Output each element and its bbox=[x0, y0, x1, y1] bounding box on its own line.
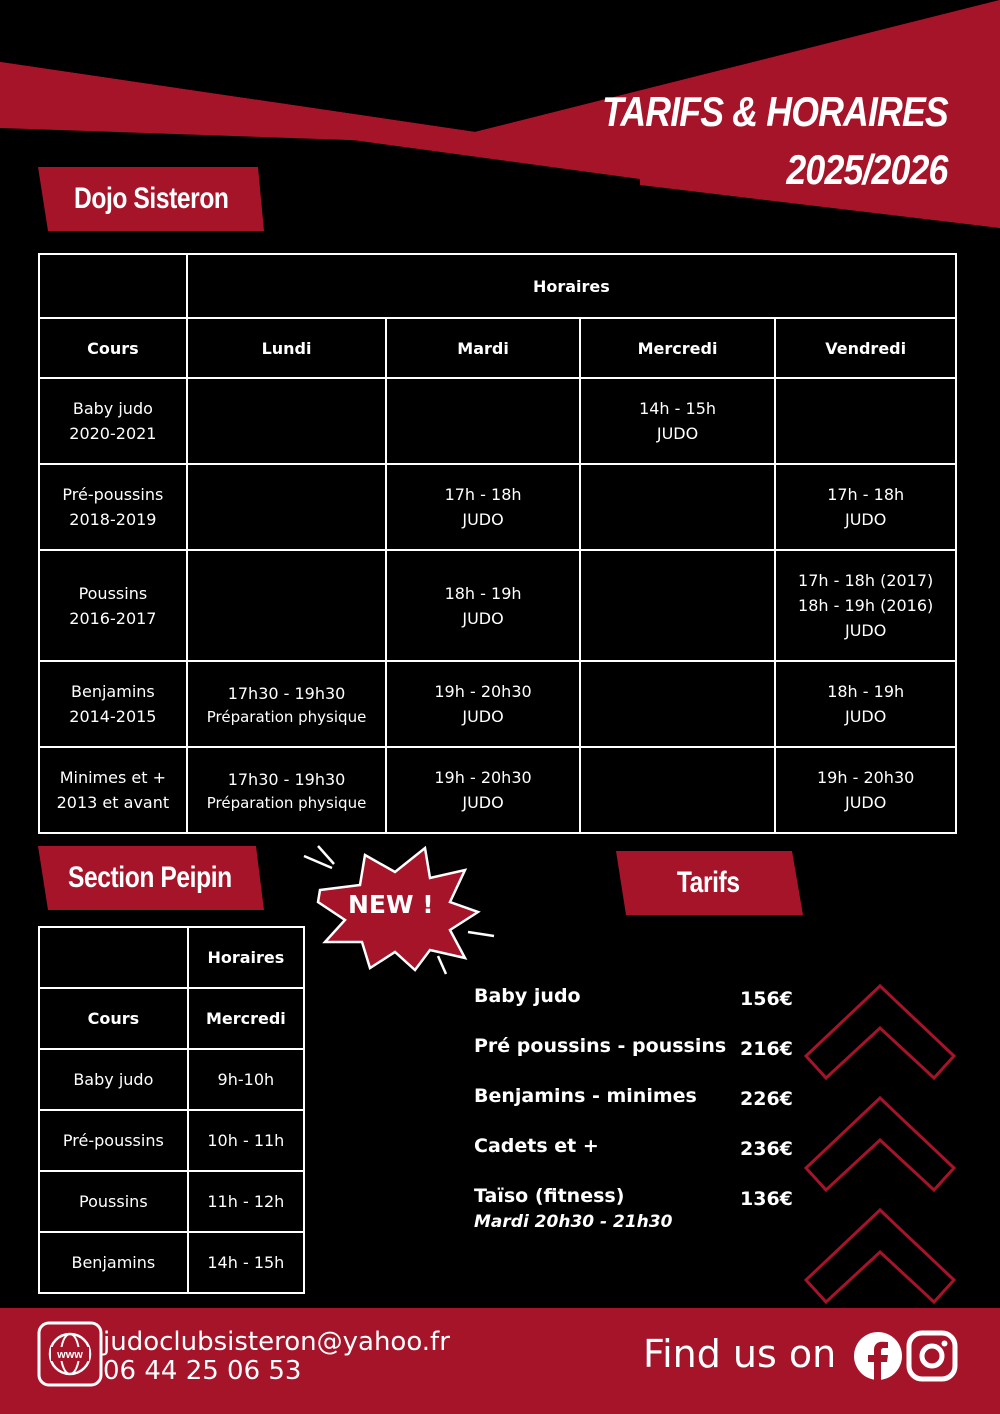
tarif-name: Benjamins - minimes bbox=[474, 1085, 697, 1107]
mercredi-cell bbox=[580, 661, 776, 747]
lundi-cell: 17h30 - 19h30 Préparation physique bbox=[187, 661, 387, 747]
new-badge-label: NEW ! bbox=[348, 890, 434, 919]
page-title-line2: 2025/2026 bbox=[786, 146, 948, 193]
column-header-mardi: Mardi bbox=[386, 318, 579, 378]
tarif-name: Baby judo bbox=[474, 985, 581, 1007]
mardi-cell: 18h - 19h JUDO bbox=[386, 550, 579, 661]
table-row bbox=[39, 1171, 304, 1232]
tarif-subtitle: Mardi 20h30 - 21h30 bbox=[474, 1212, 673, 1232]
table-row bbox=[39, 1049, 304, 1110]
cours-cell: Minimes et + 2013 et avant bbox=[39, 747, 187, 833]
mardi-cell bbox=[386, 378, 579, 464]
mercredi-cell: 14h - 15h JUDO bbox=[580, 378, 776, 464]
tarif-price: 136€ bbox=[740, 1188, 793, 1210]
table-row bbox=[39, 661, 956, 747]
facebook-icon[interactable] bbox=[852, 1330, 904, 1382]
horaires-header: Horaires bbox=[188, 927, 304, 988]
chevron-up-icon bbox=[800, 980, 960, 1310]
empty-corner-cell bbox=[39, 254, 187, 318]
vendredi-cell: 17h - 18h JUDO bbox=[775, 464, 956, 550]
cours-cell: Baby judo bbox=[39, 1049, 188, 1110]
cours-cell: Poussins 2016-2017 bbox=[39, 550, 187, 661]
column-header-vendredi: Vendredi bbox=[775, 318, 956, 378]
table-row bbox=[39, 1110, 304, 1171]
table-row bbox=[39, 747, 956, 833]
table-row bbox=[39, 378, 956, 464]
column-header-lundi: Lundi bbox=[187, 318, 387, 378]
table-row bbox=[39, 464, 956, 550]
peipin-schedule-table bbox=[38, 926, 305, 1294]
tarif-name: Cadets et + bbox=[474, 1135, 599, 1157]
column-header-cours: Cours bbox=[39, 318, 187, 378]
mercredi-cell: 10h - 11h bbox=[188, 1110, 304, 1171]
column-header-mercredi: Mercredi bbox=[188, 988, 304, 1049]
cours-cell: Benjamins bbox=[39, 1232, 188, 1293]
column-header-cours: Cours bbox=[39, 988, 188, 1049]
mercredi-cell bbox=[580, 550, 776, 661]
cours-cell: Baby judo 2020-2021 bbox=[39, 378, 187, 464]
dojo-schedule-table bbox=[38, 253, 957, 834]
tarif-price: 216€ bbox=[740, 1038, 793, 1060]
mardi-cell: 17h - 18h JUDO bbox=[386, 464, 579, 550]
tarif-price: 226€ bbox=[740, 1088, 793, 1110]
lundi-cell: 17h30 - 19h30 Préparation physique bbox=[187, 747, 387, 833]
section-label-peipin: Section Peipin bbox=[68, 861, 232, 894]
tarif-name: Taïso (fitness) bbox=[474, 1185, 625, 1207]
tarif-price: 236€ bbox=[740, 1138, 793, 1160]
cours-cell: Pré-poussins bbox=[39, 1110, 188, 1171]
contact-email[interactable]: judoclubsisteron@yahoo.fr bbox=[103, 1327, 450, 1357]
mercredi-cell bbox=[580, 464, 776, 550]
horaires-header: Horaires bbox=[187, 254, 956, 318]
tarif-price: 156€ bbox=[740, 988, 793, 1010]
mardi-cell: 19h - 20h30 JUDO bbox=[386, 661, 579, 747]
tarif-name: Pré poussins - poussins bbox=[474, 1035, 727, 1057]
cours-cell: Pré-poussins 2018-2019 bbox=[39, 464, 187, 550]
mercredi-cell: 11h - 12h bbox=[188, 1171, 304, 1232]
instagram-icon[interactable] bbox=[906, 1330, 958, 1382]
mercredi-cell: 14h - 15h bbox=[188, 1232, 304, 1293]
lundi-cell bbox=[187, 550, 387, 661]
find-us-label: Find us on bbox=[643, 1332, 837, 1376]
mercredi-cell bbox=[580, 747, 776, 833]
svg-text:www: www bbox=[57, 1349, 83, 1361]
section-label-tarifs: Tarifs bbox=[676, 866, 740, 899]
contact-phone[interactable]: 06 44 25 06 53 bbox=[103, 1356, 302, 1386]
mercredi-cell: 9h-10h bbox=[188, 1049, 304, 1110]
vendredi-cell bbox=[775, 378, 956, 464]
lundi-cell bbox=[187, 464, 387, 550]
lundi-cell bbox=[187, 378, 387, 464]
vendredi-cell: 19h - 20h30 JUDO bbox=[775, 747, 956, 833]
vendredi-cell: 17h - 18h (2017) 18h - 19h (2016) JUDO bbox=[775, 550, 956, 661]
table-row bbox=[39, 1232, 304, 1293]
cours-cell: Benjamins 2014-2015 bbox=[39, 661, 187, 747]
empty-corner-cell bbox=[39, 927, 188, 988]
table-row bbox=[39, 550, 956, 661]
section-label-dojo: Dojo Sisteron bbox=[73, 182, 229, 215]
column-header-mercredi: Mercredi bbox=[580, 318, 776, 378]
globe-icon bbox=[37, 1321, 103, 1387]
vendredi-cell: 18h - 19h JUDO bbox=[775, 661, 956, 747]
cours-cell: Poussins bbox=[39, 1171, 188, 1232]
page-title-line1: TARIFS & HORAIRES bbox=[602, 88, 948, 135]
mardi-cell: 19h - 20h30 JUDO bbox=[386, 747, 579, 833]
